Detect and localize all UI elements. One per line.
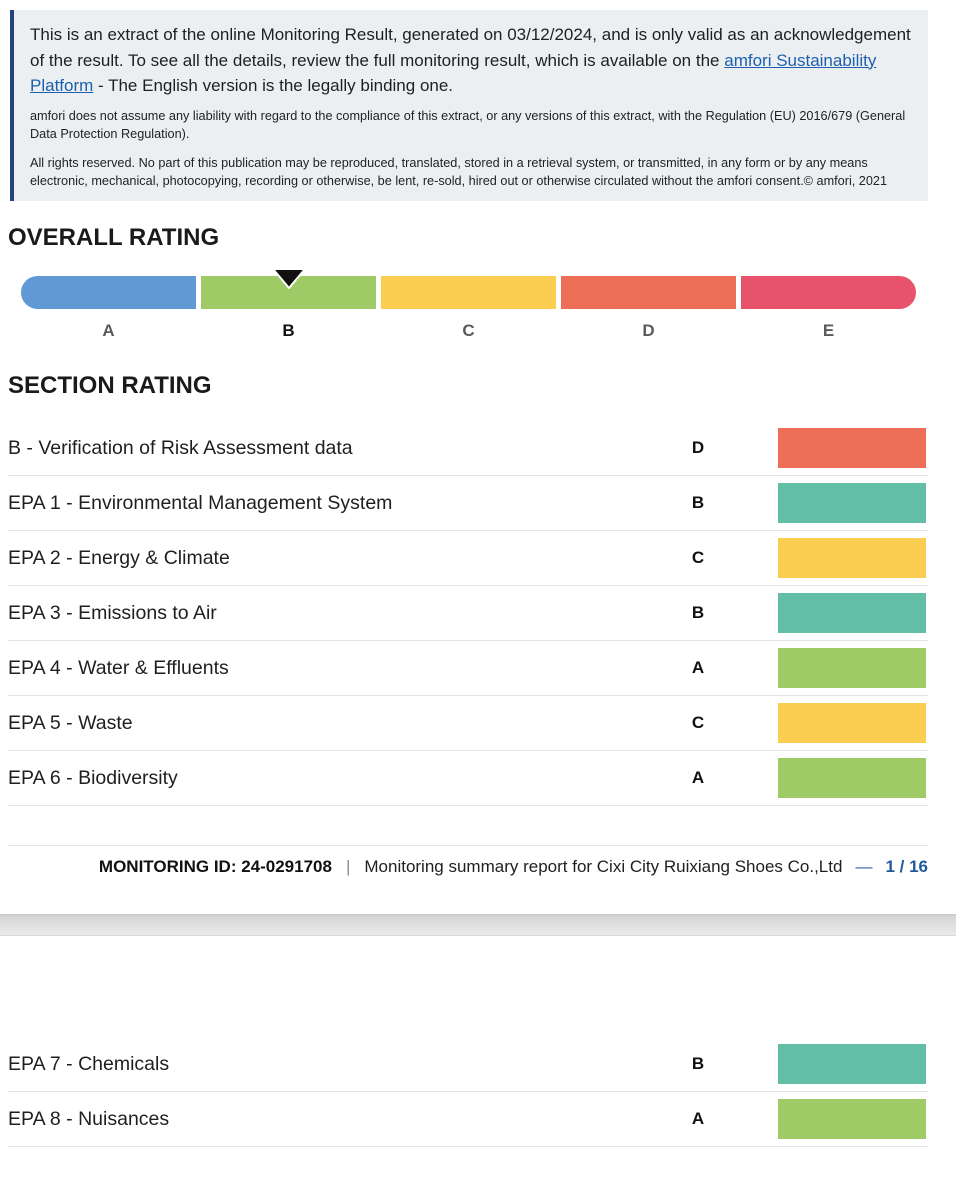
section-grade: A bbox=[691, 1109, 705, 1128]
section-row bbox=[8, 531, 928, 586]
grade-color-swatch bbox=[778, 483, 926, 523]
section-rating-title: SECTION RATING bbox=[8, 372, 212, 399]
triangle-down-icon bbox=[272, 268, 306, 290]
grade-color-swatch bbox=[778, 758, 926, 798]
selected-grade-marker bbox=[272, 268, 306, 290]
section-label: EPA 1 - Environmental Management System bbox=[8, 492, 393, 514]
section-row bbox=[8, 1037, 928, 1092]
section-grade: D bbox=[691, 438, 705, 457]
section-grade: C bbox=[691, 713, 705, 732]
rating-scale-bar bbox=[21, 276, 916, 309]
section-label: B - Verification of Risk Assessment data bbox=[8, 437, 353, 459]
notice-intro bbox=[30, 22, 920, 99]
grade-color-swatch bbox=[778, 428, 926, 468]
rating-label-c: C bbox=[462, 321, 475, 340]
grade-color-swatch bbox=[778, 1099, 926, 1139]
section-label: EPA 8 - Nuisances bbox=[8, 1108, 170, 1130]
liability-disclaimer: amfori does not assume any liability with regard to the compliance of this extract, or any versions of this extract, with the Regulation (EU) 2016/679 (General Data Protection Regulation). bbox=[30, 108, 906, 141]
section-row bbox=[8, 1092, 928, 1147]
grade-color-swatch bbox=[778, 648, 926, 688]
section-label: EPA 3 - Emissions to Air bbox=[8, 602, 217, 624]
grade-color-swatch bbox=[778, 1044, 926, 1084]
section-grade: C bbox=[691, 548, 705, 567]
footer-divider bbox=[8, 845, 928, 846]
rating-label-b: B bbox=[282, 321, 295, 340]
overall-rating-title: OVERALL RATING bbox=[8, 224, 220, 251]
rating-label-a: A bbox=[102, 321, 115, 340]
section-label: EPA 7 - Chemicals bbox=[8, 1053, 170, 1075]
section-grade: A bbox=[691, 658, 705, 677]
section-row bbox=[8, 421, 928, 476]
monitoring-id: MONITORING ID: 24-0291708 bbox=[98, 857, 332, 876]
section-row bbox=[8, 641, 928, 696]
section-label: EPA 4 - Water & Effluents bbox=[8, 657, 229, 679]
section-rating-list-continued bbox=[8, 1037, 928, 1147]
section-label: EPA 2 - Energy & Climate bbox=[8, 547, 230, 569]
page-number: 1 / 16 bbox=[885, 857, 928, 876]
report-title: Monitoring summary report for Cixi City Ruixiang Shoes Co.,Ltd bbox=[364, 857, 843, 876]
section-label: EPA 6 - Biodiversity bbox=[8, 767, 178, 789]
section-rating-list bbox=[8, 421, 928, 806]
rating-label-e: E bbox=[822, 321, 835, 340]
rating-scale-labels bbox=[21, 320, 916, 342]
section-grade: B bbox=[691, 603, 705, 622]
rating-label-d: D bbox=[642, 321, 655, 340]
footer-dash: — bbox=[855, 857, 873, 876]
section-label: EPA 5 - Waste bbox=[8, 712, 133, 734]
footer-separator: | bbox=[345, 857, 351, 876]
section-grade: A bbox=[691, 768, 705, 787]
section-grade: B bbox=[691, 493, 705, 512]
rating-segment-a bbox=[21, 276, 196, 309]
notice-intro-text: This is an extract of the online Monitoring Result, generated on 03/12/2024, and is only valid as an acknowledgement of the result. To see all the details, review the full monitoring result, which is available on the bbox=[30, 25, 911, 70]
section-row bbox=[8, 751, 928, 806]
section-grade: B bbox=[691, 1054, 705, 1073]
grade-color-swatch bbox=[778, 538, 926, 578]
rating-segment-e bbox=[741, 276, 916, 309]
notice-intro-text-end: - The English version is the legally binding one. bbox=[93, 76, 454, 95]
grade-color-swatch bbox=[778, 703, 926, 743]
copyright-notice: All rights reserved. No part of this publication may be reproduced, translated, stored in a retrieval system, or transmitted, in any form or by any means electronic, mechanical, photocopying, recording or otherwise, be lent, re-sold, hired out or otherwise circulated without the amfori consent.© amfori, 2021 bbox=[30, 155, 888, 188]
page-footer bbox=[99, 856, 928, 878]
page-break bbox=[0, 914, 956, 936]
section-row bbox=[8, 586, 928, 641]
rating-segment-d bbox=[561, 276, 736, 309]
rating-segment-c bbox=[381, 276, 556, 309]
grade-color-swatch bbox=[778, 593, 926, 633]
extract-notice-box bbox=[10, 10, 928, 201]
platform-link[interactable]: amfori Sustainability Platform bbox=[30, 50, 877, 95]
section-row bbox=[8, 476, 928, 531]
section-row bbox=[8, 696, 928, 751]
